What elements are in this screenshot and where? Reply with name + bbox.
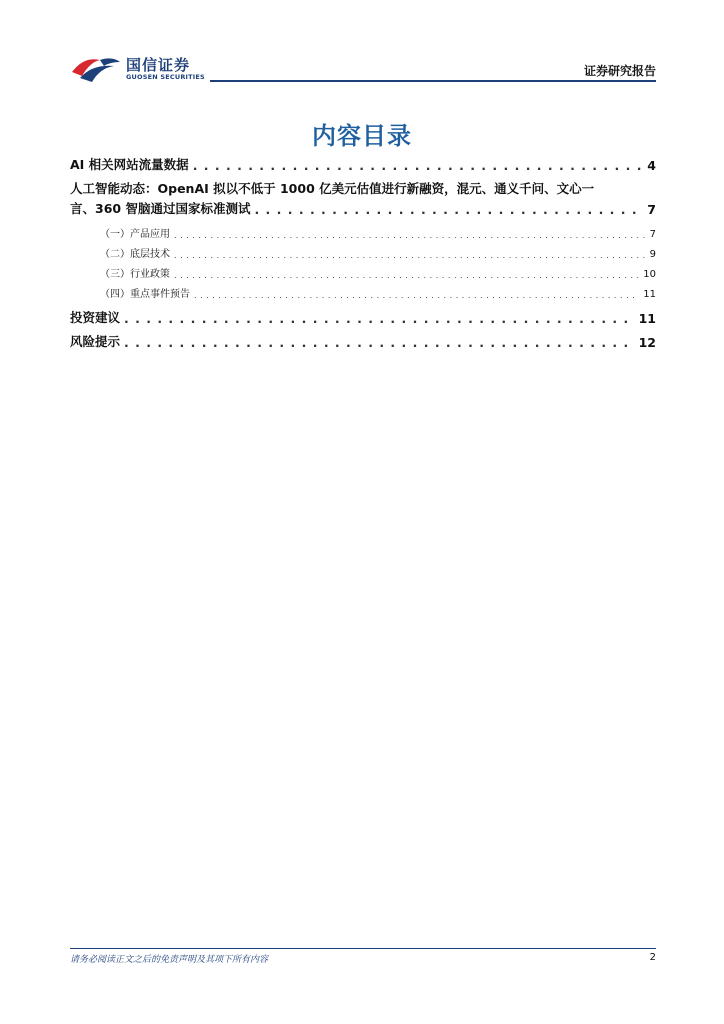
toc-leader [174,231,646,240]
toc-entry-title: 人工智能动态：OpenAI 拟以不低于 1000 亿美元估值进行新融资，混元、通义千问、文心一 [70,181,595,196]
toc-entry-title: （四）重点事件预告 [100,289,190,300]
toc-entry-page: 12 [638,335,656,350]
toc-entry[interactable] [70,265,656,280]
guosen-logo-icon [70,52,122,84]
guosen-logo [70,50,210,86]
toc-entry-title: （一）产品应用 [100,229,170,240]
toc-entry-title: 风险提示 [70,334,121,349]
toc-entry-page: 9 [649,249,656,260]
toc-entry-page: 11 [638,311,656,326]
toc-entry-title: （三）行业政策 [100,269,170,280]
footer-divider [70,948,656,949]
toc-leader [124,311,635,326]
toc-entry-title: 投资建议 [70,310,121,325]
toc-title: 内容目录 [312,122,412,150]
toc-leader [124,335,635,350]
toc-entry-page: 10 [643,269,656,280]
page-number: 2 [649,952,656,963]
logo-text-cn: 国信证券 [126,56,191,74]
toc-entry[interactable] [70,285,656,300]
toc-leader [194,291,639,300]
logo-text-en: GUOSEN SECURITIES [126,73,205,81]
footer-disclaimer: 请务必阅读正文之后的免责声明及其项下所有内容 [70,955,269,965]
toc-entry-page: 4 [647,158,656,173]
toc-entry[interactable] [70,332,656,350]
toc-entry[interactable] [70,245,656,260]
toc-leader [174,251,646,260]
toc-entry-page: 11 [643,289,656,300]
report-type-label: 证券研究报告 [583,64,656,78]
toc-entry[interactable] [70,308,656,326]
toc-leader [174,271,639,280]
toc-leader [193,158,644,173]
toc-entry-title: AI 相关网站流量数据 [70,157,189,172]
toc-entry-title-cont: 言、360 智脑通过国家标准测试 [70,201,251,216]
toc-leader [254,202,643,217]
header-divider [210,80,656,82]
toc-entry[interactable] [70,225,656,240]
toc-entry-title: （二）底层技术 [100,249,170,260]
toc-entry-page: 7 [649,229,656,240]
toc-entry[interactable] [70,155,656,173]
toc-entry-page: 7 [647,202,656,217]
page-header [70,50,656,86]
